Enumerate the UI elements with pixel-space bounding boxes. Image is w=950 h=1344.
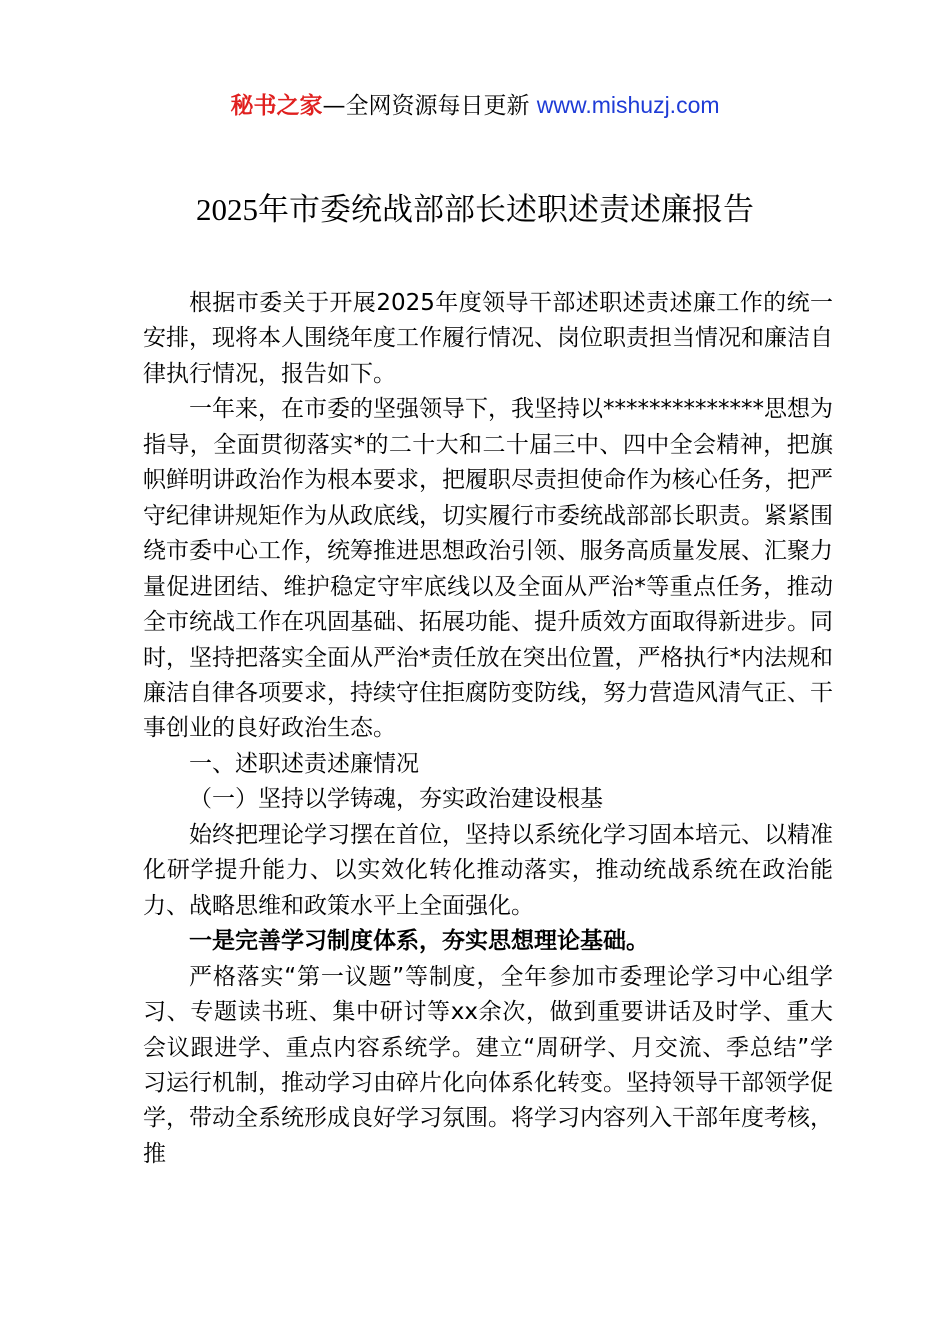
site-url-link[interactable]: www.mishuzj.com (536, 92, 720, 118)
title-year: 2025 (196, 192, 258, 227)
section-heading: 一、述职述责述廉情况 (189, 750, 419, 777)
site-header (0, 88, 950, 123)
paragraph-intro: 根据市委关于开展2025年度领导干部述职述责述廉工作的统一安排，现将本人围绕年度工作履行情况、岗位职责担当情况和廉洁自律执行情况，报告如下。 (143, 290, 833, 387)
paragraph-system: 严格落实“第一议题”等制度，全年参加市委理论学习中心组学习、专题读书班、集中研讨等xx余次，做到重要讲话及时学、重大会议跟进学、重点内容系统学。建立“周研学、月交流、季总结”学习运行机制，推动学习由碎片化向体系化转变。坚持领导干部领学促学，带动全系统形成良好学习氛围。将学习内容列入干部年度考核，推 (143, 963, 833, 1167)
document-title (0, 188, 950, 232)
site-tagline: —全网资源每日更新 (322, 93, 530, 119)
paragraph-overview: 一年来，在市委的坚强领导下，我坚持以**************思想为指导，全面贯彻落实*的二十大和二十届三中、四中全会精神，把旗帜鲜明讲政治作为根本要求，把履职尽责担使命作为核心任务，把严守纪律讲规矩作为从政底线，切实履行市委统战部部长职责。紧紧围绕市委中心工作，统筹推进思想政治引领、服务高质量发展、汇聚力量促进团结、维护稳定守牢底线以及全面从严治*等重点任务，推动全市统战工作在巩固基础、拓展功能、提升质效方面取得新进步。同时，坚持把落实全面从严治*责任放在突出位置，严格执行*内法规和廉洁自律各项要求，持续守住拒腐防变防线，努力营造风清气正、干事创业的良好政治生态。 (143, 396, 833, 742)
title-text: 年市委统战部部长述职述责述廉报告 (258, 192, 754, 228)
site-brand: 秘书之家 (230, 93, 323, 119)
paragraph-study: 始终把理论学习摆在首位，坚持以系统化学习固本培元、以精准化研学提升能力、以实效化转化推动落实，推动统战系统在政治能力、战略思维和政策水平上全面强化。 (143, 821, 833, 919)
document-body (143, 286, 833, 1172)
point-heading: 一是完善学习制度体系，夯实思想理论基础。 (189, 928, 649, 955)
subsection-heading: （一）坚持以学铸魂，夯实政治建设根基 (189, 786, 603, 813)
